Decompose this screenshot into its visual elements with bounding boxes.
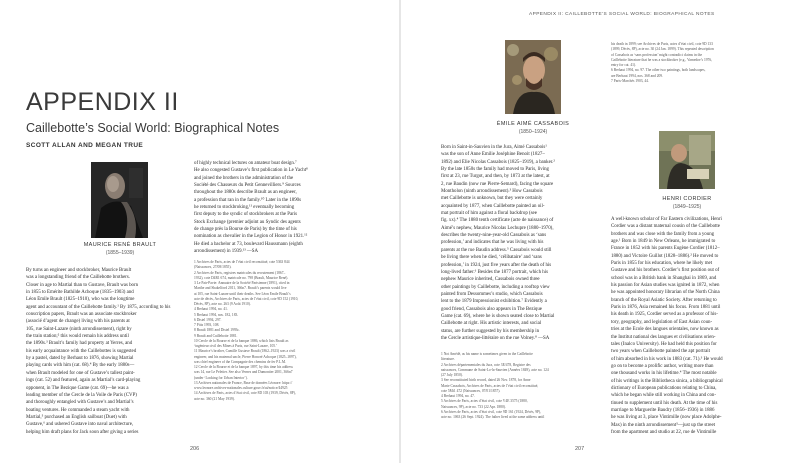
- body-line: and thoroughly entangled with Gustave’s and Martial’s: [26, 400, 134, 406]
- body-line: school was in a British bank in Shanghai in 1869, and: [611, 275, 717, 281]
- body-line: by a pastel, dated by Berhaut to 1876, showing Martial: [26, 356, 134, 362]
- cassabois-portrait-image: [505, 40, 561, 114]
- body-line: the train station;² this would remain his address until: [26, 334, 129, 340]
- cordier-caption-dates: (1849–1925): [672, 204, 702, 210]
- body-line: good friend, Cassabois also appears in The Bezique: [441, 306, 542, 312]
- page-number-right: 207: [575, 446, 585, 452]
- body-line: the Institut national des langues et civilisations orien-: [611, 334, 716, 340]
- endnote-line: 12 Cercle de la Bourse et de la banque 1897, by this time his address: [194, 365, 293, 369]
- body-line: Gustave and his brothers. Cordier’s first position out of: [611, 268, 720, 274]
- endnote-line: 6 Archives de Paris, actes d’état civil, cote 9D 161 (1924, Décès, 9P),: [441, 409, 542, 414]
- cordier-portrait-image: [659, 131, 715, 189]
- cassabois-biography: [441, 144, 605, 342]
- endnote-line: 7 Pitts 1993, 108.: [194, 323, 220, 327]
- left-page: [0, 0, 399, 463]
- body-line: Born in Saint-in-Sauvien in the Jura, Aimé Cassabois¹: [441, 145, 547, 150]
- endnote-line: literature.: [441, 357, 455, 362]
- body-line: leading member of the Cercle de la Voile de Paris (CVP): [26, 392, 137, 398]
- body-line: age.¹ Born in 1849 in New Orleans, he immigrated to: [611, 239, 716, 245]
- body-line: he was appointed honorary librarian of the North China: [611, 290, 720, 296]
- endnote-line: 4 Berhaut 1994, no. 47.: [441, 394, 475, 398]
- body-line: throughout the 1880s describe Brault as an engineer,: [194, 190, 297, 196]
- endnote-line: 11 Maurice’s brother, Camille Gustave Brault (1862–1923) was a civil: [194, 349, 296, 354]
- endnote-line: (Naissances, 27/08/1855).: [194, 265, 232, 270]
- body-line: status, are further suggested by his membership in: [441, 328, 540, 334]
- body-line: nomination as chevalier in the Legion of Honor in 1921.¹²: [194, 234, 308, 240]
- body-line: Léon Émile Brault (1825–1910), who was the longtime: [26, 297, 135, 303]
- endnote-line: ‘ingénieur civil des Mines à Paris, rue Saint-Lazare, 105.’: [194, 344, 278, 348]
- body-line: in 1855 to Émérite Bathilde Achoque (1835–1903) and: [26, 290, 134, 296]
- body-line: de change près la Bourse de Paris) by the time of his: [194, 227, 297, 233]
- body-line: Paris in 1855 for his education, where he likely met: [611, 261, 713, 267]
- body-line: the 1890s.³ Brault’s family had property at Yerres, and: [26, 341, 133, 347]
- body-line: one thousand works in his lifetime.⁴ The most notable: [611, 371, 717, 377]
- endnote-line: 1 Not Amédé, as his name is sometimes given in the Caillebotte: [441, 352, 533, 356]
- cordier-caption-name: HENRI CORDIER: [662, 196, 712, 202]
- running-head: APPENDIX II: CAILLEBOTTE’S SOCIAL WORLD: BIOGRAPHICAL NOTES: [529, 12, 715, 17]
- endnote-line: 9 Brault and Caillebotte 1881.: [194, 333, 238, 338]
- body-line: opponent, in The Bezique Game (cat. 69)—he was a: [26, 385, 129, 391]
- cordier-portrait: [659, 131, 715, 189]
- body-line: when Brault modeled for one of Gustave’s tallest paint-: [26, 370, 135, 376]
- endnote-line: acte de décès, Archives de Paris, actes de l’état civil, cote 9D 152 (1910,: [194, 296, 299, 301]
- endnote-line: Décès, 8P), acte no. 263 (9 Août 1910).: [194, 302, 251, 306]
- body-line: parents at the rue Baudin address.⁵ Cassabois would still: [441, 247, 552, 253]
- endnote-line: cote 5Mi1 472 (Naissances, 07/01/1857).: [441, 388, 501, 393]
- endnote-line: 6 Distel 1994, 297.: [194, 317, 222, 322]
- body-line: of highly technical lectures on amateur boat design.⁷: [194, 161, 297, 166]
- body-line: his death in 1925, Cordier served as a professor of his-: [611, 312, 718, 318]
- body-line: helping him draft plans for Jack soon after giving a series: [26, 429, 139, 435]
- body-line: tries at the École des langues orientales, now known as: [611, 327, 719, 333]
- brault-portrait-image: [91, 162, 148, 238]
- appendix-title: APPENDIX II: [26, 88, 179, 116]
- body-line: the Cercle artistique-littéraire on the rue Volney.⁸ —SA: [441, 335, 550, 341]
- body-line: Montholon (ninth arrondissement).³ How Cassabois: [441, 189, 543, 195]
- endnote-line: (under ‘Looking for Urban Interior’).: [194, 375, 248, 380]
- body-line: 105, rue Saint-Lazare (ninth arrondissement), right by: [26, 326, 132, 332]
- cassabois-caption-name: ÉMILE AIMÉ CASSABOIS: [496, 121, 570, 127]
- endnote-line: 1 Archives de Paris, actes de l’état civil reconstitué, cote 5363 844: [194, 260, 290, 264]
- body-line: Max) in the ninth arrondissement⁵—just up the street: [611, 422, 715, 428]
- body-line: playing cards with him (cat. 68).⁴ By the early 1880s—: [26, 363, 135, 369]
- body-line: By turns an engineer and stockbroker, Maurice Brault: [26, 268, 132, 273]
- brault-biography-col2: [194, 160, 370, 255]
- body-line: agent and accountant of the Caillebotte family.¹ By 1875, according to his: [26, 304, 171, 310]
- body-line: 1880) and Victoire Guillot (1828–1886).² He moved to: [611, 253, 719, 259]
- brault-endnotes: [194, 260, 372, 402]
- endnote-line: his death in 1899; see Archives de Paris, actes d’état civil, cote 9D 133: [611, 42, 713, 46]
- page-number-left: 206: [190, 446, 200, 452]
- body-line: be living there when he died, ‘célibataire’ and ‘sans: [441, 255, 542, 261]
- body-line: By the late 1850s the family had moved to Paris, living: [441, 167, 549, 173]
- body-line: 2, rue Baudin (now rue Pierre-Semard), facing the square: [441, 181, 554, 187]
- body-line: Société des Chasseurs du Petit Gennevilliers.⁹ Sources: [194, 183, 301, 189]
- cassabois-caption-dates: (1850–1924): [518, 129, 548, 135]
- body-line: he was living at 3, place Vintimille (now place Adolphe-: [611, 415, 722, 421]
- body-line: tales (Inalco University). He had held this position for: [611, 341, 717, 347]
- endnote-line: 13 Archives nationales de France, Base de données Léonore: https://: [194, 380, 293, 385]
- body-line: he returned to stockbroking,¹¹ eventually becoming: [194, 205, 295, 211]
- endnote-line: 10 Cercle de la Bourse et de la banque 1886, which lists Brault as: [194, 338, 289, 343]
- body-line: his early acquaintance with the Caillebottes is suggested: [26, 348, 137, 354]
- authors-byline: SCOTT ALLAN AND MEGAN TRUE: [26, 142, 144, 149]
- brault-caption-dates: (1855–1939): [105, 250, 135, 256]
- body-line: two years when Caillebotte painted the apt portrait: [611, 349, 711, 355]
- body-line: Cordier was a distant maternal cousin of the Caillebotte: [611, 224, 720, 230]
- endnote-line: naissances, Commune de Saint-Lo-la-Sauvien (Années 1849), acte no. 124: [441, 367, 549, 372]
- endnote-line: www.leonore.archives-nationales.culture.gouv.fr/ui/notice/44925: [194, 386, 288, 390]
- body-line: mat portrait of him against a floral backdrop (see: [441, 211, 537, 217]
- endnote-line: was 14, rue Le Peletier. See also Vernes and Dumontier 2001, 366n7: [194, 370, 293, 375]
- body-line: first at 23, rue Turgot, and then, by 1873 at the latest, at: [441, 174, 550, 180]
- body-line: He died a bachelor at 73, boulevard Haussmann (eighth: [194, 241, 303, 247]
- body-line: was a longstanding friend of the Caillebotte brothers.: [26, 275, 131, 281]
- body-line: He also congested Gustave’s first publication in Le Yacht⁸: [194, 168, 308, 174]
- endnote-line: entry for cat. 41).: [611, 63, 637, 67]
- body-line: other paintings by Caillebotte, including a rooftop view: [441, 284, 550, 290]
- body-line: Aimé’s nephew, Maurice Nicolas Lechupre (1880–1970),: [441, 225, 554, 231]
- body-line: Gustave,⁶ and ushered Gustave into naval architecture,: [26, 422, 134, 428]
- endnote-line: of Cassabois as ‘sans profession’ might contradict claims in the: [611, 52, 703, 57]
- endnote-line: 8 Brault 1881 and Distel 1993c.: [194, 328, 240, 333]
- body-line: Caillebotte at right. His artistic interests, and social: [441, 321, 542, 327]
- body-line: from the apartment and studio at 22, rue de Vintimille: [611, 429, 717, 435]
- body-line: Closer in age to Martial than to Gustave, Brault was born: [26, 282, 139, 288]
- endnote-line: 5 Archives de Paris, actes d’état civil, cote V4E 3575 (1880,: [441, 399, 528, 404]
- endnote-line: (27 July 1850).: [441, 373, 463, 377]
- body-line: first deputy to the syndic of stockbrokers at the Paris: [194, 212, 298, 218]
- endnote-line: was chief engineer of the Compagnie des chemins de fer P.L.M.: [194, 359, 286, 364]
- body-line: marriage to Marguerite Baudry (1856–1936) in 1886: [611, 407, 715, 413]
- body-line: dictionary of European publications relating to China,: [611, 385, 717, 391]
- body-line: (associé d’agent de change) living with his parents at: [26, 319, 130, 325]
- body-line: brothers and was close with the family from a young: [611, 231, 715, 237]
- endnote-line: engineer, and his maternal uncle, Pierre Honoré Achoque (1825–1897),: [194, 354, 297, 359]
- body-line: long-lived father.⁶ Besides the 1877 portrait, which his: [441, 269, 548, 275]
- endnote-line: Marie Cassabois, Archives de Paris, actes de l’état civil reconstitué,: [441, 383, 539, 388]
- endnote-line: 6 Berhaut 1994, no. 97. The other two paintings, both landscapes,: [611, 68, 706, 73]
- body-line: which he began while still working in China and con-: [611, 393, 716, 399]
- cassabois-endnotes: [441, 352, 605, 420]
- endnote-line: 3 See reconstituted birth record, dated 26 Nov. 1878, for Anne: [441, 378, 531, 383]
- body-line: and joined the brothers in the administration of the: [194, 175, 294, 181]
- body-line: France in 1852 with his parents Eugène Cordier (1812–: [611, 246, 720, 252]
- endnote-line: are Berhaut 1994, nos. 368 and 209.: [611, 73, 663, 78]
- body-line: profession,’ and indicates that he was living with his: [441, 240, 544, 246]
- body-line: go on to become a prolific author, writing more than: [611, 363, 714, 369]
- right-page: [401, 0, 800, 463]
- body-line: ings (cat. 52) and featured, again as Martial’s card-playing: [26, 378, 141, 384]
- body-line: Stock Exchange (premier adjoint au Syndic des agents: [194, 219, 301, 225]
- endnote-line: 5 Berhaut 1994, nos. 182, 183.: [194, 312, 239, 317]
- body-line: tory, geography, and legislation of East Asian coun-: [611, 319, 713, 325]
- endnote-line: 14 Archives de Paris, actes d’état civil, cote 8D 103 (1939, Décès, 8P),: [194, 391, 296, 396]
- cassabois-portrait: [505, 40, 561, 114]
- cassabois-endnotes-continued: [611, 42, 781, 84]
- body-line: branch of the Royal Asiatic Society. After returning to: [611, 297, 717, 303]
- body-line: his passion for Asian studies was ignited in 1872, when: [611, 283, 720, 289]
- endnote-line: Naissances, 9P), acte no. 733 (22 Apr. 1880).: [441, 404, 506, 409]
- body-line: a profession that ran in the family.¹⁰ Later in the 1890s: [194, 197, 302, 203]
- body-line: painted from Dessommes’s studio, which Cassabois: [441, 291, 543, 297]
- body-line: was the son of Anne Émilie Joséphine Benoit (1827–: [441, 152, 545, 158]
- body-line: fig. xx).⁴ The 1880 tenth certificate (acte de naissance) of: [441, 218, 554, 224]
- endnote-line: acte no. 1063 (26 Sept. 1924). The father lived at the same address until: [441, 415, 545, 419]
- endnote-line: Caillebotte literature that he was a stockbroker (e.g., Varnedoe’s 1976,: [611, 57, 713, 62]
- endnote-line: Marthe and Shakelford 2011, 366n7. Brault’s parents would live: [194, 286, 287, 291]
- body-line: met Caillebotte is unknown, but they were certainly: [441, 196, 543, 202]
- body-line: boating ventures. He commanded a steam yacht with: [26, 407, 130, 413]
- endnote-line: 2 Archives départementales du Jura, cote 3E/478, Registre des: [441, 362, 531, 367]
- body-line: Martial,⁵ purchased an English sailboat (Duet) with: [26, 414, 127, 420]
- cordier-biography: [611, 216, 781, 436]
- brault-portrait: [91, 162, 148, 238]
- body-line: of him absorbed in his work in 1883 (cat. 71).³ He would: [611, 356, 723, 362]
- brault-caption-name: MAURICE RENÉ BRAULT: [83, 242, 157, 248]
- endnote-line: acte no. 360 (21 May 1939).: [194, 396, 235, 401]
- body-line: describes the twenty-nine-year-old Cassabois as ‘sans: [441, 233, 547, 239]
- body-line: lent to the 1879 Impressionist exhibition.⁷ Evidently a: [441, 299, 547, 305]
- body-line: conscription papers, Brault was an associate stockbroker: [26, 312, 137, 318]
- endnote-line: at 105, rue Saint-Lazare until their deaths. See Léon Émile Brault’s: [194, 291, 291, 296]
- endnote-line: 4 Berhaut 1994, no. 41.: [194, 307, 228, 312]
- endnote-line: 3 Le Pair-Pavie: Annuaire de la Société Parisienne (1891), cited in: [194, 281, 290, 285]
- endnote-line: 2 Archives de Paris, registres matricules du recrutement (1867–: [194, 270, 286, 275]
- body-line: of his writings is the Bibliotheca sinica, a bibliographical: [611, 378, 723, 384]
- endnote-line: 7 Paris-Marchés 1903, 44.: [611, 78, 649, 83]
- body-line: nephew Maurice inherited, Cassabois owned three: [441, 277, 540, 283]
- body-line: 1892) and Élie Nicolas Cassabois (1825–1919), a banker.²: [441, 159, 555, 165]
- body-line: tinued to supplement until his death. At the time of his: [611, 400, 718, 406]
- body-line: A well-known scholar of Far Eastern civilizations, Henri: [611, 217, 722, 222]
- endnote-line: 1932), cote D4R1 674, matricule no. 798 (Brault, Maurice René).: [194, 275, 289, 280]
- body-line: arrondissement) in 1939.¹³ —SA: [194, 249, 259, 255]
- appendix-subtitle: Caillebotte’s Social World: Biographical Notes: [26, 121, 280, 135]
- body-line: acquainted by 1877, when Caillebotte painted an oil-: [441, 203, 545, 209]
- endnote-line: (1899, Décès, 8P), acte no. 30 (24 Jan. 1899). This repeated description: [611, 47, 714, 52]
- brault-biography-col1: [26, 267, 188, 436]
- body-line: Paris in 1876, Asia remained his focus. From 1881 until: [611, 305, 721, 311]
- body-line: profession,’ in 1924, just five years after the death of his: [441, 262, 552, 268]
- body-line: Game (cat. 69), where he is shown seated close to Martial: [441, 313, 555, 319]
